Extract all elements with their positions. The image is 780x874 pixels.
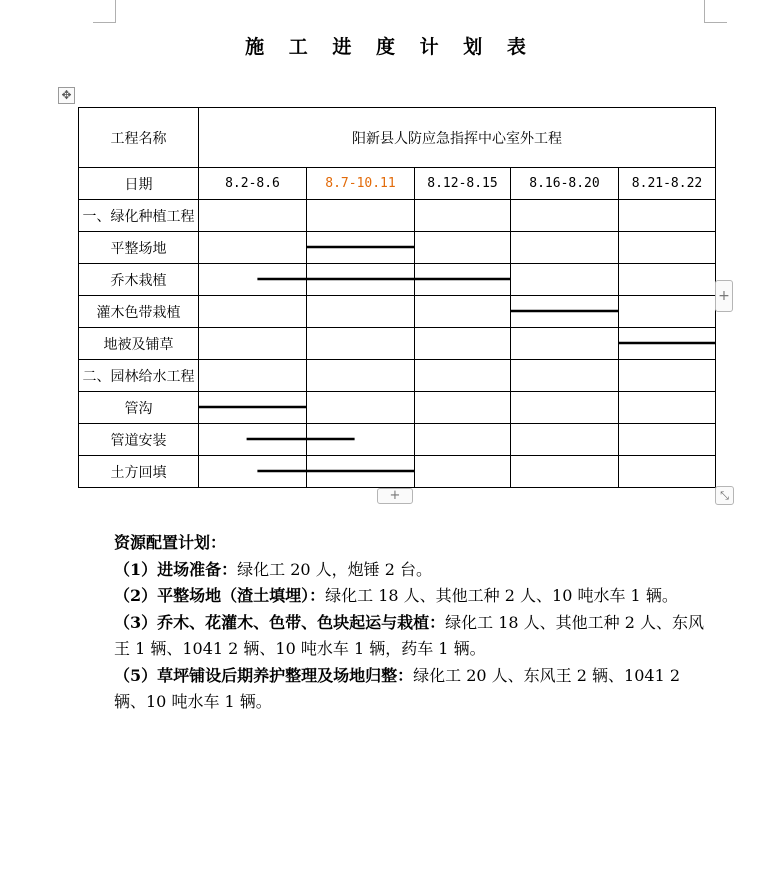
schedule-table-container — [78, 107, 715, 487]
schedule-cell[interactable] — [415, 360, 511, 392]
schedule-cell[interactable] — [199, 296, 307, 328]
schedule-cell[interactable] — [511, 456, 619, 488]
schedule-cell[interactable] — [415, 456, 511, 488]
schedule-cell[interactable] — [199, 264, 307, 296]
schedule-cell[interactable] — [307, 232, 415, 264]
schedule-cell[interactable] — [511, 296, 619, 328]
project-row — [79, 108, 716, 168]
schedule-cell[interactable] — [307, 360, 415, 392]
task-row — [79, 392, 716, 424]
add-row-button[interactable]: + — [377, 488, 413, 504]
schedule-cell[interactable] — [415, 392, 511, 424]
schedule-cell[interactable] — [619, 296, 716, 328]
period-cell-highlighted[interactable]: 8.7-10.11 — [307, 168, 415, 200]
resource-item — [114, 583, 710, 610]
schedule-cell[interactable] — [199, 392, 307, 424]
task-name-cell[interactable]: 一、绿化种植工程 — [79, 200, 199, 232]
task-row — [79, 296, 716, 328]
resource-item — [114, 610, 710, 663]
schedule-cell[interactable] — [307, 392, 415, 424]
page-corner-mark-right — [704, 0, 727, 23]
schedule-cell[interactable] — [307, 264, 415, 296]
task-name-cell[interactable]: 管道安装 — [79, 424, 199, 456]
task-name-cell[interactable]: 乔木栽植 — [79, 264, 199, 296]
schedule-cell[interactable] — [415, 232, 511, 264]
task-row — [79, 232, 716, 264]
schedule-cell[interactable] — [619, 424, 716, 456]
schedule-cell[interactable] — [199, 232, 307, 264]
schedule-cell[interactable] — [619, 264, 716, 296]
schedule-cell[interactable] — [415, 296, 511, 328]
add-column-button[interactable]: + — [715, 280, 733, 312]
resource-item-text: 绿化工 20 人、东风王 2 辆、1041 2 辆、10 吨水车 1 辆。 — [114, 665, 681, 711]
schedule-cell[interactable] — [415, 264, 511, 296]
resource-plan — [114, 530, 710, 716]
period-cell[interactable]: 8.2-8.6 — [199, 168, 307, 200]
schedule-cell[interactable] — [619, 360, 716, 392]
resource-item — [114, 663, 710, 716]
schedule-cell[interactable] — [511, 232, 619, 264]
date-header-row — [79, 168, 716, 200]
resource-item — [114, 557, 710, 584]
period-cell[interactable]: 8.21-8.22 — [619, 168, 716, 200]
schedule-cell[interactable] — [199, 200, 307, 232]
period-cell[interactable]: 8.12-8.15 — [415, 168, 511, 200]
task-name-cell[interactable]: 管沟 — [79, 392, 199, 424]
schedule-cell[interactable] — [307, 328, 415, 360]
schedule-cell[interactable] — [619, 200, 716, 232]
task-name-cell[interactable]: 地被及铺草 — [79, 328, 199, 360]
resource-item-text: 绿化工 18 人、其他工种 2 人、10 吨水车 1 辆。 — [325, 586, 678, 605]
schedule-cell[interactable] — [511, 360, 619, 392]
schedule-table[interactable] — [78, 107, 716, 488]
project-label-cell[interactable]: 工程名称 — [79, 108, 199, 168]
resource-item-label: （5）草坪铺设后期养护整理及场地归整： — [114, 665, 414, 685]
task-name-cell[interactable]: 土方回填 — [79, 456, 199, 488]
schedule-cell[interactable] — [511, 328, 619, 360]
schedule-cell[interactable] — [511, 200, 619, 232]
schedule-cell[interactable] — [511, 392, 619, 424]
resource-item-text: 绿化工 18 人、其他工种 2 人、东风王 1 辆、1041 2 辆、10 吨水车 1 辆，药车 1 辆。 — [114, 612, 705, 658]
schedule-cell[interactable] — [307, 200, 415, 232]
schedule-cell[interactable] — [307, 424, 415, 456]
resource-plan-heading: 资源配置计划： — [114, 533, 227, 552]
schedule-cell[interactable] — [199, 424, 307, 456]
resource-item-label: （1）进场准备： — [114, 559, 238, 579]
task-row — [79, 456, 716, 488]
date-label-cell[interactable]: 日期 — [79, 168, 199, 200]
schedule-cell[interactable] — [307, 456, 415, 488]
page-corner-mark-left — [93, 0, 116, 23]
task-row — [79, 200, 716, 232]
task-name-cell[interactable]: 平整场地 — [79, 232, 199, 264]
table-resize-icon[interactable]: ⤡ — [715, 486, 734, 505]
schedule-cell[interactable] — [619, 328, 716, 360]
task-name-cell[interactable]: 灌木色带栽植 — [79, 296, 199, 328]
task-row — [79, 424, 716, 456]
schedule-cell[interactable] — [415, 328, 511, 360]
schedule-cell[interactable] — [199, 360, 307, 392]
task-row — [79, 328, 716, 360]
task-name-cell[interactable]: 二、园林给水工程 — [79, 360, 199, 392]
schedule-cell[interactable] — [307, 296, 415, 328]
table-move-icon[interactable]: ✥ — [58, 87, 75, 104]
schedule-cell[interactable] — [619, 392, 716, 424]
task-row — [79, 264, 716, 296]
task-row — [79, 360, 716, 392]
schedule-cell[interactable] — [415, 424, 511, 456]
resource-item-label: （2）平整场地（渣土填埋）： — [114, 586, 326, 605]
document-title: 施 工 进 度 计 划 表 — [245, 36, 535, 58]
schedule-cell[interactable] — [199, 328, 307, 360]
schedule-cell[interactable] — [415, 200, 511, 232]
resource-item-label: （3）乔木、花灌木、色带、色块起运与栽植： — [114, 612, 446, 632]
schedule-cell[interactable] — [511, 424, 619, 456]
project-name-cell[interactable]: 阳新县人防应急指挥中心室外工程 — [199, 108, 716, 168]
schedule-cell[interactable] — [511, 264, 619, 296]
resource-item-text: 绿化工 20 人，炮锤 2 台。 — [237, 559, 433, 579]
schedule-cell[interactable] — [619, 456, 716, 488]
period-cell[interactable]: 8.16-8.20 — [511, 168, 619, 200]
schedule-cell[interactable] — [199, 456, 307, 488]
schedule-cell[interactable] — [619, 232, 716, 264]
